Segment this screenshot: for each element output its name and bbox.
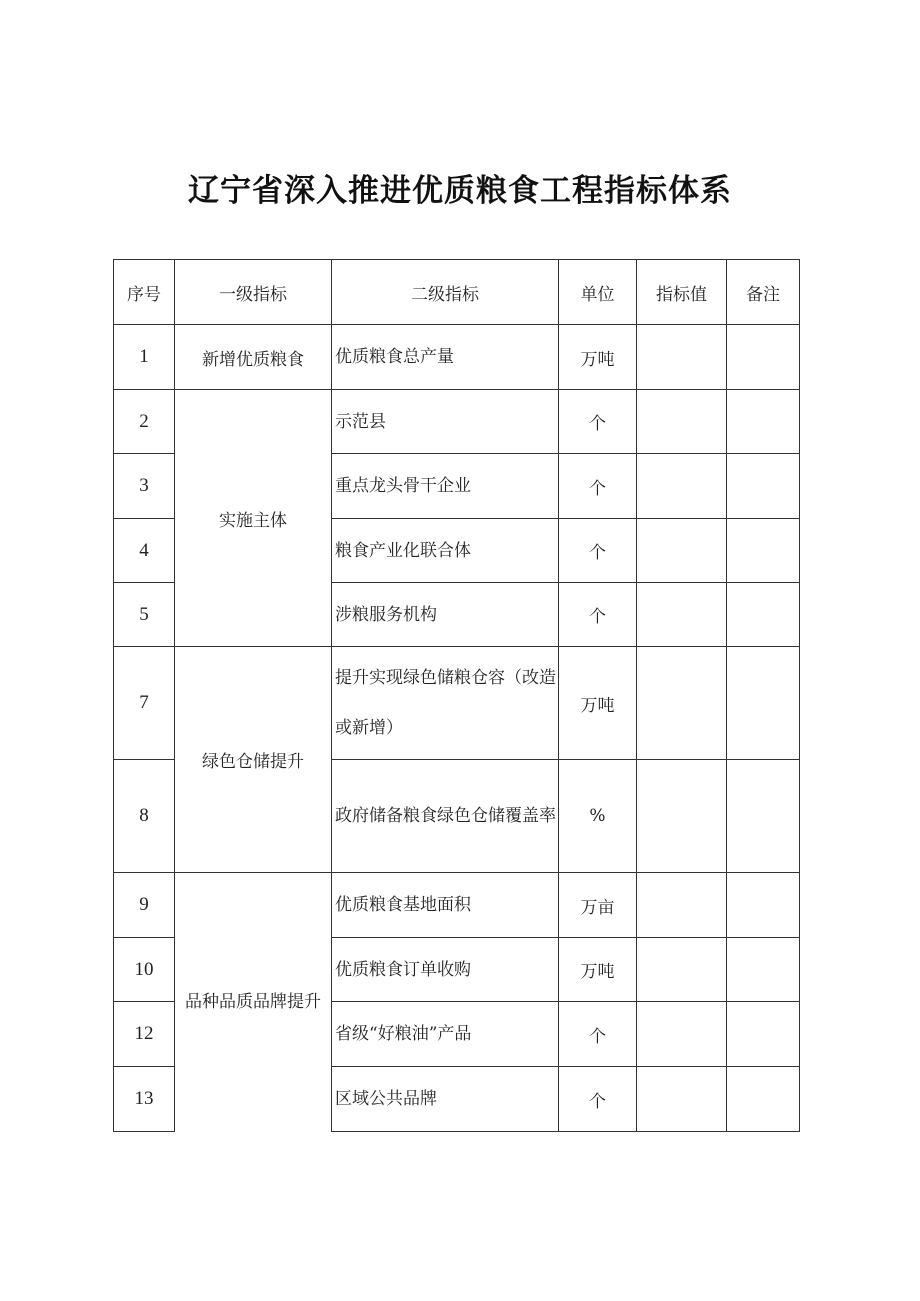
level1-cell: 实施主体: [175, 390, 332, 647]
header-value: 指标值: [637, 260, 727, 325]
unit-cell: 个: [559, 454, 637, 519]
page-title: 辽宁省深入推进优质粮食工程指标体系: [188, 173, 732, 209]
value-cell: [637, 938, 727, 1002]
level2-cell: 涉粮服务机构: [332, 583, 559, 647]
unit-cell: 个: [559, 519, 637, 583]
header-row: [114, 260, 800, 325]
unit-cell: 个: [559, 583, 637, 647]
level1-cell: 品种品质品牌提升: [175, 873, 332, 1132]
unit-cell: 万吨: [559, 325, 637, 390]
table-row: [114, 390, 800, 454]
note-cell: [727, 519, 800, 583]
header-seq: 序号: [114, 260, 175, 325]
value-cell: [637, 647, 727, 760]
note-cell: [727, 1002, 800, 1067]
seq-cell: 9: [114, 873, 175, 938]
note-cell: [727, 938, 800, 1002]
note-cell: [727, 390, 800, 454]
table-row: [114, 873, 800, 938]
level2-cell: 政府储备粮食绿色仓储覆盖率: [332, 760, 559, 873]
note-cell: [727, 1067, 800, 1132]
indicator-table: [113, 259, 800, 1132]
note-cell: [727, 647, 800, 760]
seq-cell: 3: [114, 454, 175, 519]
level2-cell: 优质粮食基地面积: [332, 873, 559, 938]
level2-cell: 区域公共品牌: [332, 1067, 559, 1132]
unit-cell: 万亩: [559, 873, 637, 938]
table-row: [114, 647, 800, 760]
note-cell: [727, 454, 800, 519]
value-cell: [637, 1002, 727, 1067]
level2-cell: 优质粮食总产量: [332, 325, 559, 390]
table-row: [114, 325, 800, 390]
seq-cell: 7: [114, 647, 175, 760]
unit-cell: 个: [559, 390, 637, 454]
unit-cell: %: [559, 760, 637, 873]
unit-cell: 个: [559, 1002, 637, 1067]
level2-cell: 示范县: [332, 390, 559, 454]
level2-cell: 省级“好粮油”产品: [332, 1002, 559, 1067]
header-unit: 单位: [559, 260, 637, 325]
value-cell: [637, 390, 727, 454]
header-level2: 二级指标: [332, 260, 559, 325]
level1-cell: 新增优质粮食: [175, 325, 332, 390]
unit-cell: 万吨: [559, 647, 637, 760]
seq-cell: 12: [114, 1002, 175, 1067]
value-cell: [637, 1067, 727, 1132]
note-cell: [727, 760, 800, 873]
note-cell: [727, 583, 800, 647]
header-note: 备注: [727, 260, 800, 325]
level2-cell: 提升实现绿色储粮仓容（改造或新增）: [332, 647, 559, 760]
level2-cell: 优质粮食订单收购: [332, 938, 559, 1002]
unit-cell: 万吨: [559, 938, 637, 1002]
unit-cell: 个: [559, 1067, 637, 1132]
seq-cell: 1: [114, 325, 175, 390]
seq-cell: 4: [114, 519, 175, 583]
value-cell: [637, 325, 727, 390]
note-cell: [727, 325, 800, 390]
level1-cell: 绿色仓储提升: [175, 647, 332, 873]
value-cell: [637, 760, 727, 873]
value-cell: [637, 583, 727, 647]
value-cell: [637, 873, 727, 938]
value-cell: [637, 454, 727, 519]
seq-cell: 8: [114, 760, 175, 873]
header-level1: 一级指标: [175, 260, 332, 325]
seq-cell: 2: [114, 390, 175, 454]
value-cell: [637, 519, 727, 583]
level2-cell: 粮食产业化联合体: [332, 519, 559, 583]
seq-cell: 5: [114, 583, 175, 647]
seq-cell: 13: [114, 1067, 175, 1132]
note-cell: [727, 873, 800, 938]
level2-cell: 重点龙头骨干企业: [332, 454, 559, 519]
seq-cell: 10: [114, 938, 175, 1002]
